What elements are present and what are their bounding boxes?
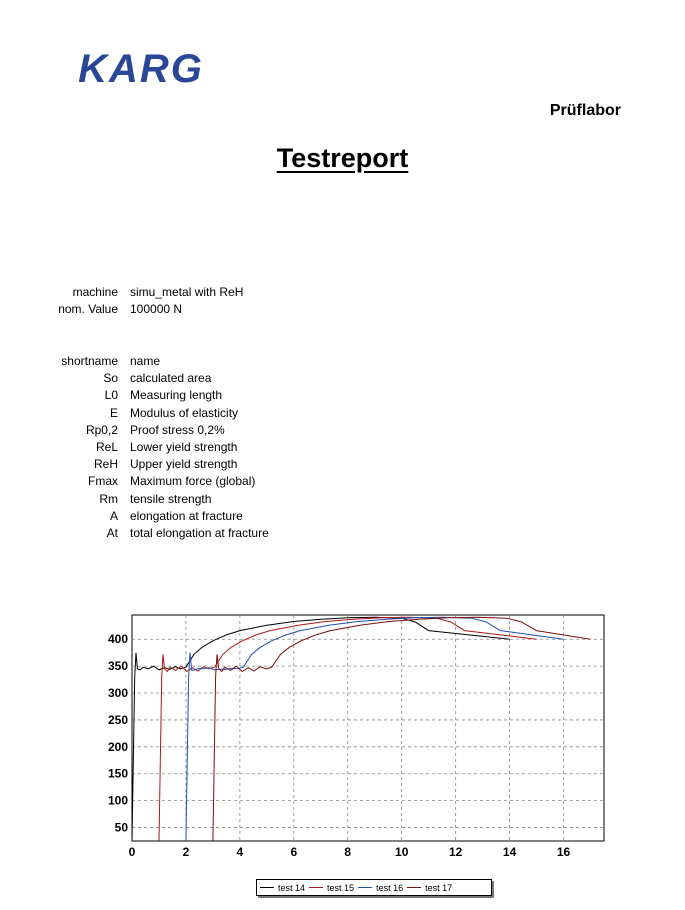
y-tick-label: 300 <box>107 686 128 701</box>
y-tick-label: 250 <box>107 712 128 727</box>
legend-swatch <box>358 887 372 888</box>
legend-swatch <box>309 887 323 888</box>
kv-value: tensile strength <box>130 491 212 506</box>
machine-info <box>0 284 243 318</box>
kv-row <box>0 491 269 508</box>
x-tick-label: 0 <box>128 845 136 859</box>
legend-label: test 14 <box>278 882 306 893</box>
legend-swatch <box>260 887 274 888</box>
legend-item <box>407 883 452 893</box>
kv-value: Proof stress 0,2% <box>130 422 225 437</box>
y-tick-label: 100 <box>107 793 128 808</box>
page-title-text: Testreport <box>276 143 409 173</box>
kv-key: Fmax <box>88 474 118 489</box>
kv-row <box>0 456 269 473</box>
kv-row <box>0 508 269 525</box>
kv-key: A <box>109 508 118 523</box>
kv-row <box>0 405 269 422</box>
plot-area <box>132 615 604 841</box>
page-title <box>0 143 685 174</box>
kv-value: elongation at fracture <box>130 508 243 523</box>
y-tick-label: 400 <box>107 632 128 647</box>
kv-value: calculated area <box>130 371 212 386</box>
karg-logo <box>60 48 222 91</box>
x-tick-label: 6 <box>290 845 298 859</box>
legend-label: test 17 <box>425 882 453 893</box>
kv-key: Rm <box>99 491 118 506</box>
x-tick-label: 2 <box>182 845 190 859</box>
kv-row <box>0 284 243 301</box>
kv-key: L0 <box>104 388 118 403</box>
x-tick-label: 10 <box>395 845 409 859</box>
legend-swatch <box>407 887 421 888</box>
force-elongation-chart <box>100 608 610 863</box>
kv-key: ReH <box>93 457 118 472</box>
logo-text: KARG <box>78 48 204 86</box>
y-tick-label: 150 <box>107 766 128 781</box>
kv-value: Measuring length <box>130 388 223 403</box>
kv-key: shortname <box>61 354 118 368</box>
legend-item <box>309 883 354 893</box>
y-tick-label: 350 <box>107 659 128 674</box>
kv-row <box>0 301 243 318</box>
x-tick-label: 12 <box>448 845 463 859</box>
kv-row <box>0 353 269 370</box>
kv-key: machine <box>72 285 118 299</box>
x-tick-label: 8 <box>344 845 352 859</box>
kv-key: At <box>106 526 118 541</box>
kv-key: ReL <box>95 440 118 455</box>
legend-item <box>260 883 305 893</box>
y-tick-label: 50 <box>114 820 128 835</box>
kv-value: simu_metal with ReH <box>130 285 244 299</box>
kv-row <box>0 370 269 387</box>
legend-label: test 15 <box>327 882 355 893</box>
chart-legend <box>256 879 492 896</box>
karg-logo-graphic <box>60 48 222 86</box>
legend-item <box>358 883 403 893</box>
x-tick-label: 14 <box>502 845 517 859</box>
lab-name: Prüflabor <box>549 102 621 119</box>
kv-row <box>0 422 269 439</box>
kv-value: 100000 N <box>130 302 183 317</box>
legend-label: test 16 <box>376 882 404 893</box>
kv-row <box>0 439 269 456</box>
kv-value: Maximum force (global) <box>130 474 256 489</box>
kv-key: So <box>103 371 118 386</box>
kv-value: Lower yield strength <box>130 440 238 455</box>
parameter-list <box>0 353 269 542</box>
kv-row <box>0 473 269 490</box>
x-tick-label: 4 <box>236 845 244 859</box>
kv-key: E <box>109 405 118 420</box>
kv-row <box>0 387 269 404</box>
kv-row <box>0 525 269 542</box>
kv-key: nom. Value <box>58 302 118 317</box>
kv-value: Modulus of elasticity <box>130 405 239 420</box>
y-tick-label: 200 <box>107 739 128 754</box>
kv-value: total elongation at fracture <box>130 526 269 541</box>
kv-value: Upper yield strength <box>130 457 238 472</box>
x-tick-label: 16 <box>556 845 571 859</box>
kv-key: Rp0,2 <box>85 422 118 437</box>
kv-value: name <box>130 354 161 368</box>
